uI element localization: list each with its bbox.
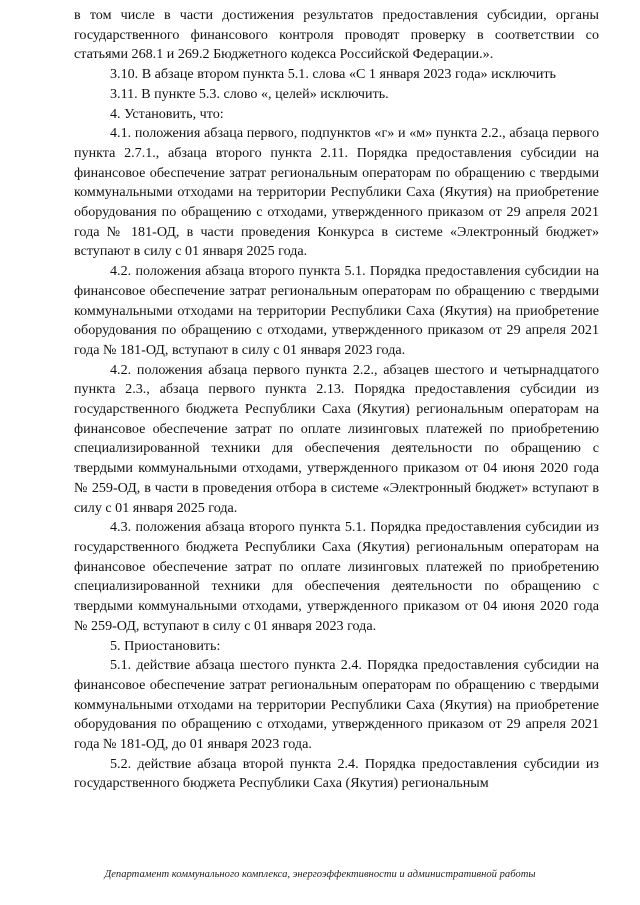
- paragraph-4-2-a: 4.2. положения абзаца второго пункта 5.1. Порядка предоставления субсидии на финансовое обеспечение затрат региональным операторам по обращению с твердыми коммунальными отходами на территории Республики Саха (Якутия) на приобретение оборудования по обращению с отходами, утвержденного приказом от 29 апреля 2021 года № 181-ОД, вступают в силу с 01 января 2023 года.: [74, 263, 599, 358]
- paragraph-5: 5. Приостановить:: [110, 637, 221, 654]
- paragraph-4-1: 4.1. положения абзаца первого, подпунктов «г» и «м» пункта 2.2., абзаца первого пункта 2.7.1., абзаца второго пункта 2.11. Порядка предоставления субсидии на финансовое обеспечение затрат региональным операторам по обращению с твердыми коммунальными отходами на территории Республики Саха (Якутия) на приобретение оборудования по обращению с отходами, утвержденного приказом от 29 апреля 2021 года № 181-ОД, в части проведения Конкурса в системе «Электронный бюджет» вступают в силу с 01 января 2025 года.: [74, 125, 599, 260]
- page-footer: Департамент коммунального комплекса, энергоэффективности и административной работы: [104, 869, 536, 880]
- paragraph-1: в том числе в части достижения результатов предоставления субсидии, органы государственного финансового контроля проводят проверку в соответствии со статьями 268.1 и 269.2 Бюджетного кодекса Российской Федерации.».: [74, 7, 599, 63]
- paragraph-4: 4. Установить, что:: [110, 105, 224, 122]
- paragraph-3-11: 3.11. В пункте 5.3. слово «, целей» исключить.: [110, 85, 389, 102]
- document-page: [74, 6, 599, 794]
- paragraph-3-10: 3.10. В абзаце втором пункта 5.1. слова «С 1 января 2023 года» исключить: [110, 66, 556, 83]
- paragraph-5-1: 5.1. действие абзаца шестого пункта 2.4. Порядка предоставления субсидии на финансовое обеспечение затрат региональным операторам по обращению с твердыми коммунальными отходами на территории Республики Саха (Якутия) на приобретение оборудования по обращению с отходами, утвержденного приказом от 29 апреля 2021 года № 181-ОД, до 01 января 2023 года.: [74, 657, 599, 753]
- paragraph-4-3: 4.3. положения абзаца второго пункта 5.1. Порядка предоставления субсидии из государственного бюджета Республики Саха (Якутия) региональным операторам на финансовое обеспечение затрат по оплате лизинговых платежей по приобретению специализированной техники для обеспечения деятельности по обращению с твердыми коммунальными отходами, утвержденного приказом от 04 июня 2020 года № 259-ОД, вступают в силу с 01 января 2023 года.: [74, 519, 599, 634]
- paragraph-4-2-b: 4.2. положения абзаца первого пункта 2.2., абзацев шестого и четырнадцатого пункта 2.3., абзаца первого пункта 2.13. Порядка предоставления субсидии из государственного бюджета Республики Саха (Якутия) региональным операторам на финансовое обеспечение затрат по оплате лизинговых платежей по приобретению специализированной техники для обеспечения деятельности по обращению с твердыми коммунальными отходами, утвержденного приказом от 04 июня 2020 года № 259-ОД, в части в проведения отбора в системе «Электронный бюджет» вступают в силу с 01 января 2025 года.: [74, 361, 599, 516]
- paragraph-5-2: 5.2. действие абзаца второй пункта 2.4. Порядка предоставления субсидии из государственного бюджета Республики Саха (Якутия) региональным: [74, 755, 599, 792]
